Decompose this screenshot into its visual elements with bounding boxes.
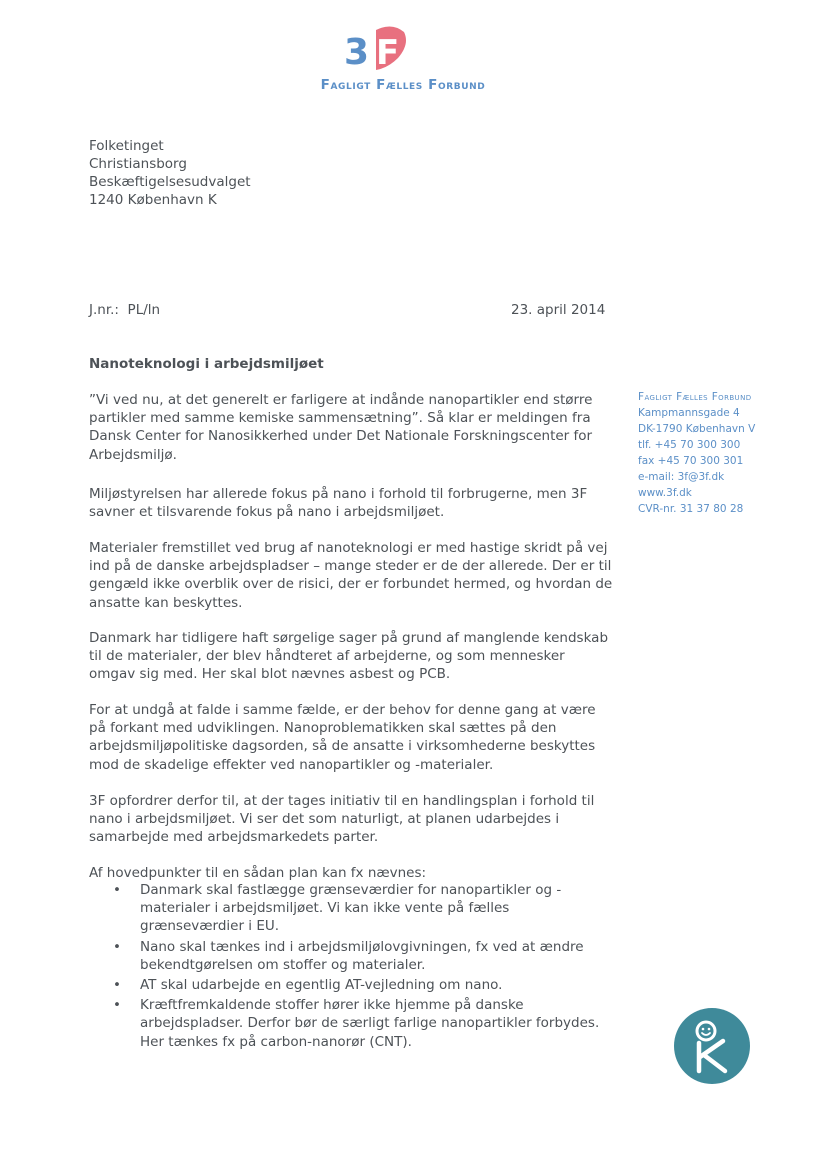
- list-item: [89, 996, 609, 1051]
- address-line: Beskæftigelsesudvalget: [89, 174, 251, 190]
- sidebar-cvr: CVR-nr. 31 37 80 28: [638, 503, 744, 515]
- paragraph: Danmark har tidligere haft sørgelige sager på grund af manglende kendskab til de materialer, der blev håndteret af arbejderne, og som mennesker omgav sig med. Her skal blot nævnes asbest og PCB.: [89, 630, 609, 683]
- letter-date: 23. april 2014: [511, 302, 606, 318]
- logo-f-glyph: F: [376, 33, 400, 73]
- list-item-text: Danmark skal fastlægge grænseværdier for nanopartikler og -materialer i arbejdsmiljøet. Vi kan ikke vente på fælles grænseværdier i EU.: [140, 882, 562, 935]
- bullet-icon: •: [113, 938, 121, 955]
- list-item-text: Kræftfremkaldende stoffer hører ikke hjemme på danske arbejdspladser. Derfor bør de særligt farlige nanopartikler forbydes. Her tænkes fx på carbon-nanorør (CNT).: [140, 997, 600, 1050]
- sidebar-website[interactable]: www.3f.dk: [638, 487, 692, 499]
- paragraph: Materialer fremstillet ved brug af nanoteknologi er med hastige skridt på vej ind på de danske arbejdspladser – mange steder er de der allerede. Der er til gengæld ikke overblik over de risici, der er forbundet hermed, og hvordan de ansatte kan beskyttes.: [89, 540, 613, 611]
- paragraph: Af hovedpunkter til en sådan plan kan fx nævnes:: [89, 865, 427, 881]
- list-item: [89, 976, 609, 994]
- address-line: Folketinget: [89, 138, 164, 154]
- paragraph: Miljøstyrelsen har allerede fokus på nano i forhold til forbrugerne, men 3F savner et tilsvarende fokus på nano i arbejdsmiljøet.: [89, 486, 588, 521]
- bullet-icon: •: [113, 977, 121, 994]
- bullet-icon: •: [113, 997, 121, 1014]
- recipient-address: [89, 137, 251, 209]
- org-name-header: Fagligt Fælles Forbund: [320, 77, 486, 93]
- letter-subject: Nanoteknologi i arbejdsmiljøet: [89, 356, 324, 372]
- 3f-logo: [340, 24, 410, 74]
- contact-sidebar: [638, 389, 755, 517]
- sidebar-org-name: Fagligt Fælles Forbund: [638, 391, 752, 403]
- sidebar-email[interactable]: e-mail: 3f@3f.dk: [638, 471, 725, 483]
- paragraph: For at undgå at falde i samme fælde, er der behov for denne gang at være på forkant med udviklingen. Nanoproblematikken skal sættes på den arbejdsmiljøpolitiske dagsorden, så de ansatte i virksomhederne beskyttes mod de skadelige effekter ved nanopartikler og -materialer.: [89, 702, 596, 773]
- sidebar-phone: tlf. +45 70 300 300: [638, 439, 741, 451]
- bullet-icon: •: [113, 882, 121, 898]
- ok-badge-icon: [673, 1007, 751, 1085]
- journal-reference: J.nr.: PL/ln: [89, 302, 161, 318]
- list-item: [89, 881, 609, 936]
- paragraph: ”Vi ved nu, at det generelt er farligere at indånde nanopartikler end større partikler med samme kemiske sammensætning”. Så klar er meldingen fra Dansk Center for Nanosikkerhed under Det Nationale Forskningscenter for Arbejdsmiljø.: [89, 392, 593, 463]
- paragraph: 3F opfordrer derfor til, at der tages initiativ til en handlingsplan i forhold til nano i arbejdsmiljøet. Vi ser det som naturligt, at planen udarbejdes i samarbejde med arbejdsmarkedets parter.: [89, 793, 595, 846]
- list-item: [89, 938, 609, 974]
- sidebar-city: DK-1790 København V: [638, 423, 756, 435]
- list-item-text: AT skal udarbejde en egentlig AT-vejledning om nano.: [140, 977, 503, 994]
- sidebar-street: Kampmannsgade 4: [638, 407, 740, 419]
- logo-3-glyph: 3: [344, 32, 370, 73]
- key-points-list: [89, 881, 609, 1053]
- sidebar-fax: fax +45 70 300 301: [638, 455, 744, 467]
- list-item-text: Nano skal tænkes ind i arbejdsmiljølovgivningen, fx ved at ændre bekendtgørelsen om stoffer og materialer.: [140, 938, 584, 973]
- address-line: Christiansborg: [89, 156, 187, 172]
- address-line: 1240 København K: [89, 192, 217, 208]
